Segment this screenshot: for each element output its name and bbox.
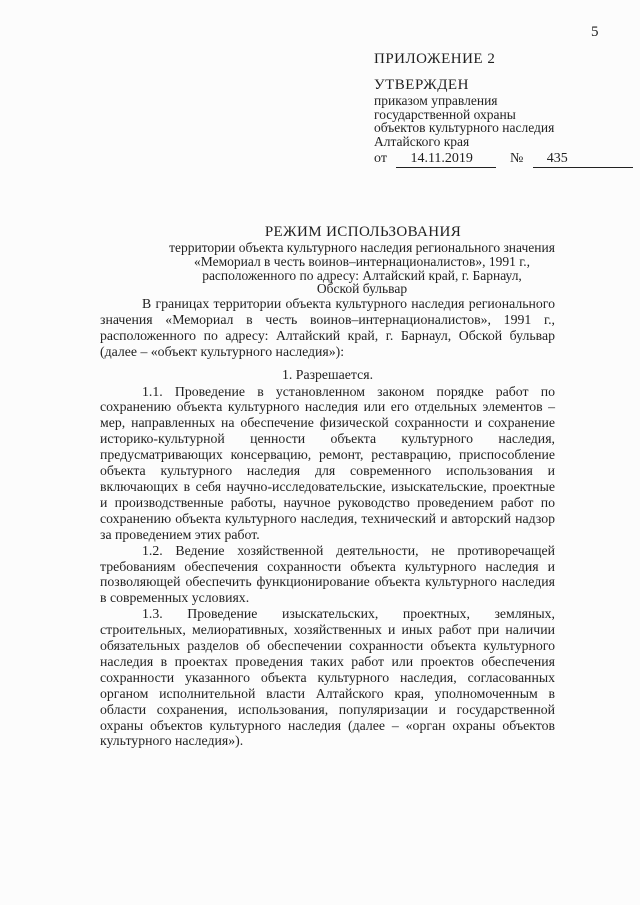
document-title: РЕЖИМ ИСПОЛЬЗОВАНИЯ <box>264 224 462 240</box>
document-body <box>100 296 555 749</box>
date-number-line <box>374 152 633 168</box>
clause-1-2: 1.2. Ведение хозяйственной деятельности, не противоречащей требованиям обеспечения сохранности объекта культурного наследия и позволяющей обеспечить функционирование объекта культурного наследия в современных условиях. <box>100 542 555 606</box>
subtitle-line-2: «Мемориал в честь воинов–интернационалистов», 1991 г., <box>194 253 530 269</box>
order-line-1: приказом управления <box>374 93 498 108</box>
order-line-4: Алтайского края <box>374 133 470 149</box>
number-label: № <box>509 151 524 166</box>
document-subtitle <box>0 241 640 296</box>
clause-1-1: 1.1. Проведение в установленном законом порядке работ по сохранению объекта культурного наследия или его отдельных элементов – мер, направленных на обеспечение физической сохранности и сохранение историко-культурной ценности объекта культурного наследия, предусматривающих консервацию, ремонт, реставрацию, приспособление объекта культурного наследия для современного использования и включающих в себя научно-исследовательские, изыскательские, проектные и производственные работы, научное руководство проведением работ по сохранению объекта культурного наследия, технический и авторский надзор за проведением этих работ. <box>100 383 555 542</box>
subtitle-line-4: Обской бульвар <box>316 281 408 297</box>
approved-label: УТВЕРЖДЕН <box>374 77 469 93</box>
clause-1-3: 1.3. Проведение изыскательских, проектных, земляных, строительных, мелиоративных, хозяйственных и иных работ при наличии обязательных разделов об обеспечении сохранности объекта культурного наследия в проектах проведения таких работ или проектов обеспечения сохранности указанного объекта культурного наследия, согласованных органом исполнительной власти Алтайского края, уполномоченным в области сохранения, использования, популяризации и государственной охраны объектов культурного наследия (далее – «орган охраны объектов культурного наследия»). <box>100 606 555 749</box>
order-number: 435 <box>533 152 633 168</box>
subtitle-line-1: территории объекта культурного наследия регионального значения <box>169 240 555 255</box>
approval-block <box>374 52 633 168</box>
date-prefix: от <box>374 151 387 166</box>
intro-paragraph: В границах территории объекта культурного наследия регионального значения «Мемориал в честь воинов–интернационалистов», 1991 г., расположенного по адресу: Алтайский край, г. Барнаул, Обской бульвар (далее – «объект культурного наследия»): <box>100 296 555 359</box>
order-line-3: объектов культурного наследия <box>374 120 555 135</box>
appendix-label: ПРИЛОЖЕНИЕ 2 <box>374 51 496 67</box>
subtitle-line-3: расположенного по адресу: Алтайский край, г. Барнаул, <box>202 267 522 283</box>
order-date: 14.11.2019 <box>396 152 496 168</box>
section-title: 1. Разрешается. <box>281 366 374 382</box>
order-line-2: государственной охраны <box>374 106 516 122</box>
page-number: 5 <box>591 24 599 40</box>
